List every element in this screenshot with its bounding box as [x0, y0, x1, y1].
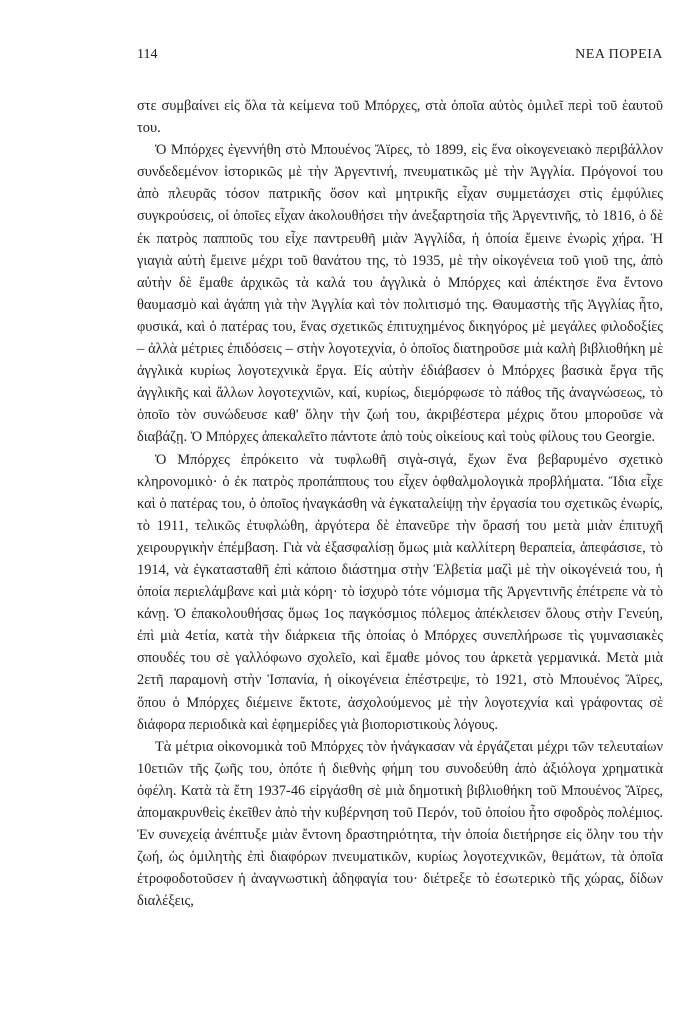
- paragraph: Τὰ μέτρια οἰκονομικὰ τοῦ Μπόρχες τὸν ἠνάγκασαν νὰ ἐργάζεται μέχρι τῶν τελευταίων 10ετιῶν τῆς ζωῆς του, ὁπότε ἡ διεθνὴς φήμη του συνοδεύθη ἀπὸ ἀξιόλογα χρηματικὰ ὀφέλη. Κατὰ τὰ ἔτη 1937-46 εἰργάσθη σὲ μιὰ δημοτικὴ βιβλιοθήκη τοῦ Μπουένος Ἄϊρες, ἀπομακρυνθεὶς ἐκεῖθεν ἀπὸ τὴν κυβέρνηση τοῦ Περόν, τοῦ ὁποίου ἦτο σφοδρὸς πολέμιος. Ἐν συνεχείᾳ ἀνέπτυξε μιὰν ἔντονη δραστηριότητα, τὴν ὁποία διετήρησε εἰς ὅλην του τὴν ζωή, ὡς ὁμιλητὴς ἐπὶ διαφόρων πνευματικῶν, κυρίως λογοτεχνικῶν, θεμάτων, τὰ ὁποῖα ἐτροφοδοτοῦσεν ἡ ἀναγνωστικὴ ἀδηφαγία του· διέτρεξε τὸ ἐσωτερικὸ τῆς χώρας, δίδων διαλέξεις,: [137, 738, 663, 910]
- paragraph-continuation: στε συμβαίνει εἰς ὅλα τὰ κείμενα τοῦ Μπόρχες, στὰ ὁποῖα αὐτὸς ὁμιλεῖ περὶ τοῦ ἑαυτοῦ του.: [137, 98, 663, 137]
- page-number: 114: [137, 47, 158, 62]
- body-text: [137, 95, 663, 912]
- paragraph: Ὁ Μπόρχες ἐγεννήθη στὸ Μπουένος Ἄϊρες, τὸ 1899, εἰς ἕνα οἰκογενειακὸ περιβάλλον συνδεδεμένον ἱστορικῶς μὲ τὴν Ἀργεντινή, πνευματικῶς μὲ τὴν Ἀγγλία. Πρόγονοί του ἀπὸ πλευρᾶς τόσον πατρικῆς ὅσον καὶ μητρικῆς εἶχαν συμμετάσχει στὶς ἐμφύλιες συγκρούσεις, οἱ ὁποῖες εἶχαν ἀκολουθήσει τὴν ἀνεξαρτησία τῆς Ἀργεντινῆς, τὸ 1816, ὁ δὲ ἐκ πατρὸς παπποῦς του εἶχε παντρευθῆ μιὰν Ἀγγλίδα, ἡ ὁποία ἔμεινε ἐνωρὶς χήρα. Ἡ γιαγιὰ αὐτὴ ἔμεινε μέχρι τοῦ θανάτου της, τὸ 1935, μὲ τὴν οἰκογένεια τοῦ γιοῦ της, ἀπὸ αὐτὴν δὲ ἔμαθε ἀρχικῶς τὰ καλά του ἀγγλικὰ ὁ Μπόρχες καὶ ἀπέκτησε ἕνα ἔντονο θαυμασμὸ καὶ ἀγάπη γιὰ τὴν Ἀγγλία καὶ τὸν πολιτισμό της. Θαυμαστὴς τῆς Ἀγγλίας ἦτο, φυσικά, καὶ ὁ πατέρας του, ἕνας σχετικῶς ἐπιτυχημένος δικηγόρος μὲ μεγάλες φιλοδοξίες – ἀλλὰ μέτριες ἐπιδόσεις – στὴν λογοτεχνία, ὁ ὁποῖος διατηροῦσε μιὰ καλὴ βιβλιοθήκη μὲ ἀγγλικὰ κυρίως λογοτεχνικὰ ἔργα. Εἰς αὐτὴν ἐδιάβασεν ὁ Μπόρχες βασικὰ ἔργα τῆς ἀγγλικῆς καὶ ἄλλων λογοτεχνιῶν, καί, κυρίως, διεμόρφωσε τὸ πάθος τῆς ἀναγνώσεως, τὸ ὁποῖο τὸν συνώδευσε καθ' ὅλην τὴν ζωή του, ἀκριβέστερα μέχρις ὅτου μποροῦσε νὰ διαβάζῃ. Ὁ Μπόρχες ἀπεκαλεῖτο πάντοτε ἀπὸ τοὺς οἰκείους καὶ τοὺς φίλους του Georgie.: [137, 142, 663, 446]
- paragraph: Ὁ Μπόρχες ἐπρόκειτο νὰ τυφλωθῆ σιγὰ-σιγά, ἔχων ἕνα βεβαρυμένο σχετικὸ κληρονομικὸ· ὁ ἐκ πατρὸς προπάππους του εἶχεν ὀφθαλμολογικὰ προβλήματα. Ἴδια εἶχε καὶ ὁ πατέρας του, ὁ ὁποῖος ἠναγκάσθη νὰ ἐγκαταλείψῃ τὴν ἐργασία του σχετικῶς ἐνωρίς, τὸ 1911, τελικῶς ἐτυφλώθη, ἀργότερα δὲ ἐπανεῦρε τὴν ὅρασή του μετὰ μιὰν ἐπιτυχῆ χειρουργικὴν ἐπέμβαση. Γιὰ νὰ ἐξασφαλίσῃ ὅμως μιὰ καλλίτερη θεραπεία, ἀπεφάσισε, τὸ 1914, νὰ ἐγκατασταθῆ ἐπὶ κάποιο διάστημα στὴν Ἑλβετία μαζὶ μὲ τὴν οἰκογένειά του, ἡ ὁποία περιελάμβανε καὶ μιὰ κόρη· τὸ ἰσχυρὸ τότε νόμισμα τῆς Ἀργεντινῆς ἐπέτρεπε νὰ τὸ κάνῃ. Ὁ ἐπακολουθήσας ὅμως 1ος παγκόσμιος πόλεμος ἀπέκλεισεν ὅλους στὴν Γενεύη, ἐπὶ μιὰ 4ετία, κατὰ τὴν διάρκεια τῆς ὁποίας ὁ Μπόρχες συνεπλήρωσε τὶς γυμνασιακὲς σπουδές του σὲ γαλλόφωνο σχολεῖο, καὶ ἔμαθε μόνος του ἀρκετὰ γερμανικά. Μετὰ μιὰ 2ετῆ παραμονὴ στὴν Ἱσπανία, ἡ οἰκογένεια ἐπέστρεψε, τὸ 1921, στὸ Μπουένος Ἄϊρες, ὅπου ὁ Μπόρχες διέμεινε ἔκτοτε, ἀσχολούμενος μὲ τὴν λογοτεχνία καὶ γράφοντας σὲ διάφορα περιοδικὰ καὶ ἐφημερίδες γιὰ βιοποριστικοὺς λόγους.: [137, 451, 663, 733]
- running-head: ΝΕΑ ΠΟΡΕΙΑ: [575, 47, 663, 62]
